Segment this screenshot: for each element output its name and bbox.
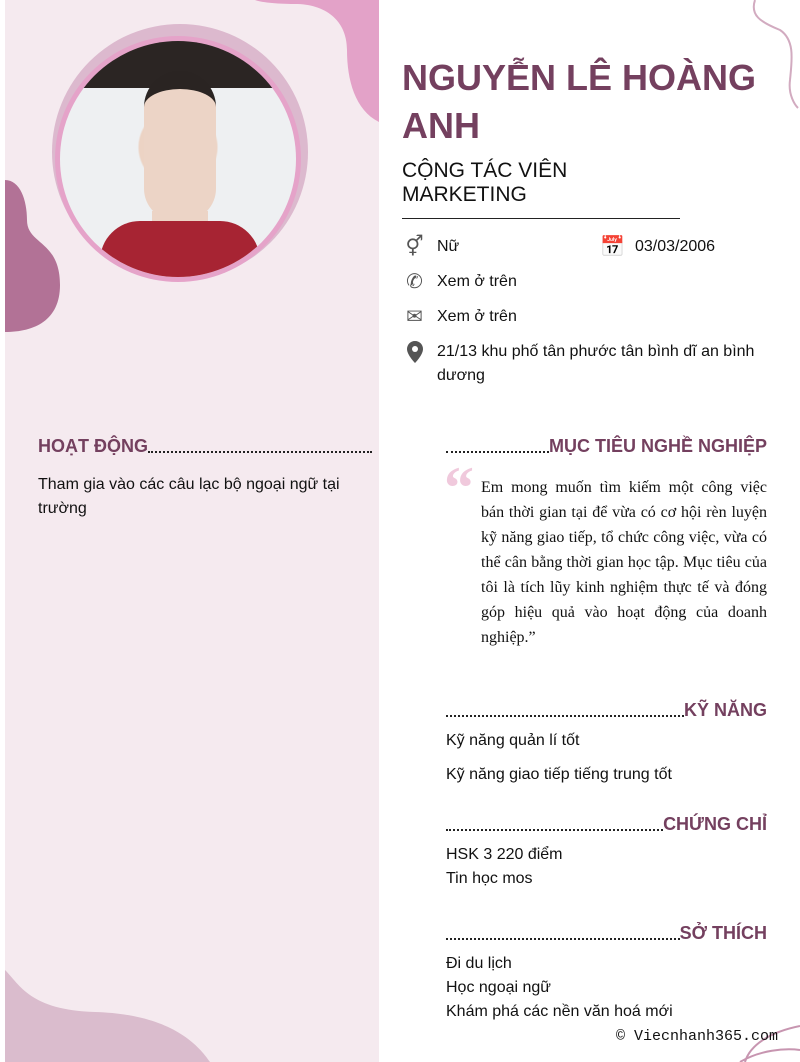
divider [446, 451, 549, 453]
full-name: NGUYỄN LÊ HOÀNG ANH [402, 57, 757, 146]
skill-item: Kỹ năng giao tiếp tiếng trung tốt [446, 766, 672, 783]
decor-blob-bottom [5, 970, 215, 1062]
location-pin-icon [402, 340, 427, 364]
calendar-icon: 📅 [600, 236, 625, 258]
hobbies-title: SỞ THÍCH [679, 923, 767, 943]
email-value: Xem ở trên [437, 308, 517, 325]
skills-title: KỸ NĂNG [683, 700, 767, 720]
divider [148, 451, 372, 453]
gender-row [402, 235, 459, 259]
certificates-section [446, 814, 767, 891]
phone-icon: ✆ [406, 271, 423, 293]
gender-icon: ⚥ [405, 236, 424, 258]
phone-value: Xem ở trên [437, 273, 517, 290]
divider [446, 829, 663, 831]
hobby-item: Khám phá các nền văn hoá mới [446, 1003, 673, 1020]
email-row [402, 305, 517, 329]
certificates-title: CHỨNG CHỈ [663, 814, 767, 834]
quote-icon: “ [444, 455, 474, 521]
objective-title: MỤC TIÊU NGHỀ NGHIỆP [548, 436, 767, 456]
decor-blob-left [5, 180, 65, 335]
footer-watermark: © Viecnhanh365.com [615, 1028, 778, 1045]
certificate-item: Tin học mos [446, 870, 533, 887]
hobby-item: Đi du lịch [446, 955, 512, 972]
gender-value: Nữ [437, 238, 460, 255]
envelope-icon: ✉ [406, 306, 423, 328]
objective-section [446, 436, 767, 457]
hobbies-section [446, 923, 767, 1024]
hobby-item: Học ngoại ngữ [446, 979, 551, 996]
divider [446, 938, 680, 940]
birthday-value: 03/03/2006 [635, 238, 716, 255]
certificate-item: HSK 3 220 điểm [446, 846, 563, 863]
objective-text: Em mong muốn tìm kiếm một công việc bán thời gian tại để vừa có cơ hội rèn luyện kỹ năng giao tiếp, tổ chức công việc, vừa có thể cân bằng thời gian học tập. Mục tiêu của tôi là tích lũy kinh nghiệm thực tế và đóng góp hiệu quả vào hoạt động của doanh nghiệp.” [481, 479, 767, 646]
skills-section [446, 700, 767, 787]
divider [402, 218, 680, 219]
birthday-row [600, 235, 715, 259]
avatar [55, 36, 301, 282]
job-title: CỘNG TÁC VIÊN MARKETING [402, 159, 568, 206]
activities-section [38, 436, 372, 521]
address-row [402, 340, 762, 388]
phone-row [402, 270, 517, 294]
activities-text: Tham gia vào các câu lạc bộ ngoại ngữ tại trường [38, 476, 340, 517]
skill-item: Kỹ năng quản lí tốt [446, 732, 580, 749]
divider [446, 715, 684, 717]
address-value: 21/13 khu phố tân phước tân bình dĩ an bình dương [437, 343, 755, 384]
activities-title: HOẠT ĐỘNG [38, 436, 148, 456]
